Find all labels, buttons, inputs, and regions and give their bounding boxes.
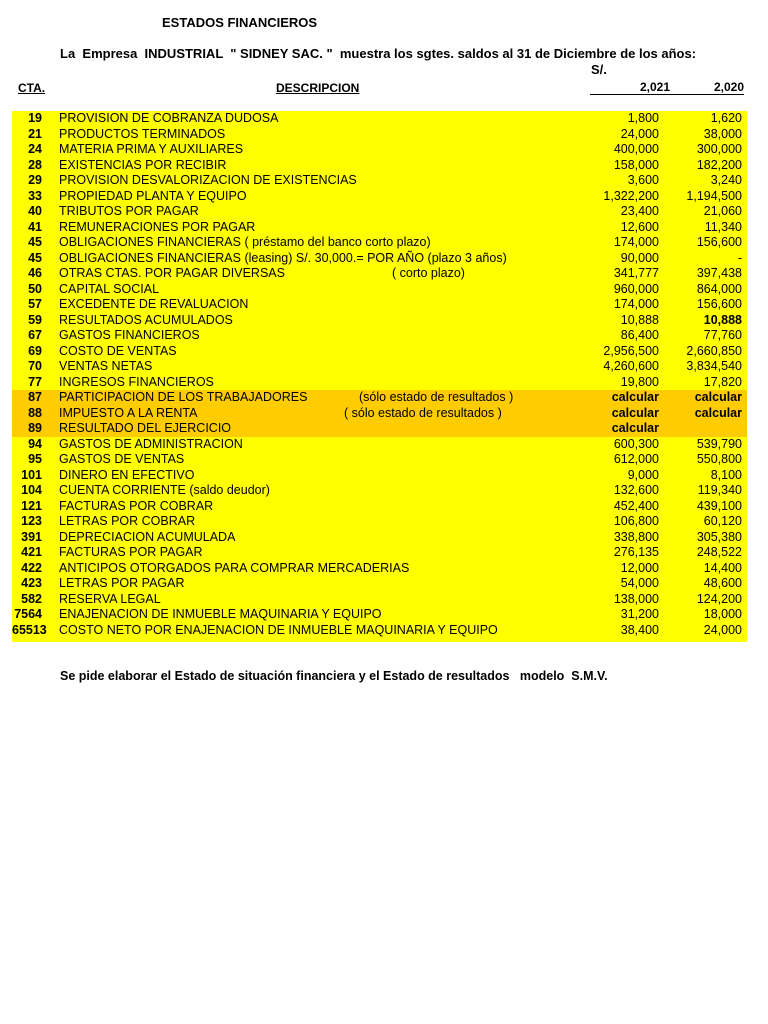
account-code: 67 (28, 328, 42, 342)
value-2021: 10,888 (620, 312, 659, 327)
table-row (12, 452, 747, 468)
column-header-description: DESCRIPCION (276, 81, 360, 95)
value-2020: 156,600 (696, 235, 742, 249)
account-description: FACTURAS POR COBRAR (59, 498, 214, 513)
account-code: 121 (21, 498, 42, 513)
value-2020: 11,340 (704, 219, 742, 234)
accounts-table (12, 111, 747, 642)
table-row (12, 251, 747, 267)
table-row (12, 576, 747, 592)
table-row (12, 468, 747, 484)
value-2021: 2,956,500 (603, 343, 659, 358)
account-code: 94 (28, 436, 42, 451)
value-2021: 31,200 (620, 607, 659, 621)
value-2020: 3,834,540 (686, 359, 742, 373)
account-description: COSTO DE VENTAS (59, 343, 177, 358)
value-2020: 305,380 (696, 529, 742, 544)
account-note: ( corto plazo) (392, 266, 465, 280)
account-code: 40 (28, 204, 42, 218)
value-2020: 10,888 (703, 312, 742, 327)
value-2020: 3,240 (710, 173, 742, 187)
table-row (12, 173, 747, 189)
value-2021: 19,800 (620, 374, 659, 389)
document-intro: La Empresa INDUSTRIAL " SIDNEY SAC. " muestra los sgtes. saldos al 31 de Diciembre de los años: (60, 46, 697, 61)
table-row (12, 375, 747, 391)
account-code: 19 (28, 111, 42, 125)
table-row (12, 204, 747, 220)
account-description: RESULTADOS ACUMULADOS (59, 312, 233, 327)
account-description: DINERO EN EFECTIVO (59, 467, 195, 482)
value-2020: 248,522 (696, 545, 742, 559)
account-description: PROVISION DESVALORIZACION DE EXISTENCIAS (59, 173, 357, 187)
value-2021: 12,600 (620, 219, 659, 234)
value-2021: 12,000 (620, 560, 659, 575)
value-2021: 276,135 (613, 545, 659, 559)
account-description: RESERVA LEGAL (59, 591, 161, 606)
value-2020: 1,620 (710, 111, 742, 125)
account-description: ENAJENACION DE INMUEBLE MAQUINARIA Y EQUIPO (59, 607, 382, 621)
value-2020: 124,200 (696, 591, 742, 606)
table-row (12, 282, 747, 298)
value-2020: 1,194,500 (686, 188, 742, 203)
value-2021: 106,800 (613, 514, 659, 528)
account-code: 50 (28, 281, 42, 296)
value-2021: 9,000 (627, 467, 659, 482)
table-row (12, 530, 747, 546)
table-row (12, 607, 747, 623)
account-code: 33 (28, 188, 42, 203)
value-2020: 21,060 (703, 204, 742, 218)
account-description: REMUNERACIONES POR PAGAR (59, 219, 256, 234)
currency-label: S/. (591, 62, 607, 77)
account-description: MATERIA PRIMA Y AUXILIARES (59, 142, 244, 156)
account-code: 582 (21, 591, 42, 606)
table-row (12, 220, 747, 236)
account-code: 95 (28, 452, 42, 466)
account-code: 422 (21, 560, 42, 575)
column-header-year-2020: 2,020 (668, 81, 744, 95)
account-code: 423 (21, 576, 42, 590)
account-code: 65513 (12, 622, 47, 637)
account-code: 28 (28, 157, 42, 172)
account-code: 29 (28, 173, 42, 187)
value-2021: 38,400 (620, 622, 659, 637)
table-row (12, 406, 747, 422)
value-2020: calcular (694, 390, 742, 404)
table-row (12, 437, 747, 453)
account-code: 59 (28, 312, 42, 327)
account-description: CAPITAL SOCIAL (59, 281, 160, 296)
account-code: 88 (28, 405, 42, 420)
table-row (12, 127, 747, 143)
account-description: IMPUESTO A LA RENTA (59, 405, 198, 420)
account-code: 69 (28, 343, 42, 358)
value-2021: 1,322,200 (603, 188, 659, 203)
document-title: ESTADOS FINANCIEROS (162, 15, 318, 30)
account-description: GASTOS DE ADMINISTRACION (59, 436, 243, 451)
account-description: LETRAS POR COBRAR (59, 514, 196, 528)
footer-instruction: Se pide elaborar el Estado de situación financiera y el Estado de resultados modelo S.M.V. (60, 669, 608, 683)
account-description: PRODUCTOS TERMINADOS (59, 126, 226, 141)
table-row (12, 592, 747, 608)
table-row (12, 158, 747, 174)
value-2021: calcular (611, 405, 659, 420)
value-2021: 24,000 (620, 126, 659, 141)
table-row (12, 111, 747, 127)
value-2020: 60,120 (703, 514, 742, 528)
value-2020: 48,600 (703, 576, 742, 590)
table-row (12, 483, 747, 499)
table-row (12, 344, 747, 360)
account-description: EXCEDENTE DE REVALUACION (59, 297, 249, 311)
value-2020: 397,438 (696, 266, 742, 280)
value-2021: 452,400 (613, 498, 659, 513)
account-description: OTRAS CTAS. POR PAGAR DIVERSAS (59, 266, 285, 280)
table-row (12, 545, 747, 561)
table-row (12, 266, 747, 282)
value-2021: 132,600 (613, 483, 659, 497)
value-2021: 54,000 (620, 576, 659, 590)
account-code: 24 (28, 142, 42, 156)
value-2021: 4,260,600 (603, 359, 659, 373)
account-description: VENTAS NETAS (59, 359, 153, 373)
value-2020: 18,000 (703, 607, 742, 621)
value-2020: 38,000 (703, 126, 742, 141)
account-description: INGRESOS FINANCIEROS (59, 374, 214, 389)
account-code: 391 (21, 529, 42, 544)
value-2020: 17,820 (703, 374, 742, 389)
account-note: ( sólo estado de resultados ) (344, 405, 502, 420)
account-code: 41 (28, 219, 42, 234)
value-2020: 156,600 (696, 297, 742, 311)
value-2020: 550,800 (696, 452, 742, 466)
value-2021: 960,000 (613, 281, 659, 296)
value-2021: 400,000 (613, 142, 659, 156)
account-description: EXISTENCIAS POR RECIBIR (59, 157, 227, 172)
account-code: 421 (21, 545, 42, 559)
value-2021: calcular (611, 421, 659, 435)
account-description: CUENTA CORRIENTE (saldo deudor) (59, 483, 270, 497)
value-2021: 600,300 (613, 436, 659, 451)
account-description: ANTICIPOS OTORGADOS PARA COMPRAR MERCADERIAS (59, 560, 410, 575)
account-description: PROVISION DE COBRANZA DUDOSA (59, 111, 279, 125)
table-row (12, 235, 747, 251)
table-row (12, 142, 747, 158)
value-2020: 439,100 (696, 498, 742, 513)
table-row (12, 313, 747, 329)
account-description: PARTICIPACION DE LOS TRABAJADORES (59, 390, 308, 404)
value-2020: 539,790 (696, 436, 742, 451)
value-2020: 8,100 (710, 467, 742, 482)
account-note: (sólo estado de resultados ) (359, 390, 514, 404)
account-description: GASTOS DE VENTAS (59, 452, 185, 466)
column-header-year-2021: 2,021 (590, 81, 670, 95)
account-description: COSTO NETO POR ENAJENACION DE INMUEBLE MAQUINARIA Y EQUIPO (59, 622, 498, 637)
account-description: TRIBUTOS POR PAGAR (59, 204, 199, 218)
account-code: 101 (21, 467, 42, 482)
account-code: 87 (28, 390, 42, 404)
account-description: GASTOS FINANCIEROS (59, 328, 200, 342)
value-2021: 158,000 (613, 157, 659, 172)
table-row (12, 328, 747, 344)
value-2021: calcular (611, 390, 659, 404)
value-2020: 14,400 (703, 560, 742, 575)
value-2020: - (737, 250, 742, 265)
table-row (12, 359, 747, 375)
value-2021: 174,000 (613, 297, 659, 311)
value-2020: 24,000 (703, 622, 742, 637)
value-2020: calcular (694, 405, 742, 420)
table-row (12, 623, 747, 639)
account-code: 7564 (14, 607, 42, 621)
account-description: OBLIGACIONES FINANCIERAS (leasing) S/. 30,000.= POR AÑO (plazo 3 años) (59, 250, 507, 265)
account-code: 89 (28, 421, 42, 435)
account-code: 46 (28, 266, 42, 280)
table-row (12, 297, 747, 313)
table-row (12, 421, 747, 437)
account-code: 57 (28, 297, 42, 311)
table-row (12, 561, 747, 577)
value-2021: 1,800 (627, 111, 659, 125)
account-description: OBLIGACIONES FINANCIERAS ( préstamo del banco corto plazo) (59, 235, 431, 249)
value-2020: 77,760 (703, 328, 742, 342)
table-row (12, 514, 747, 530)
value-2021: 23,400 (620, 204, 659, 218)
account-code: 77 (28, 374, 42, 389)
account-code: 104 (21, 483, 42, 497)
account-code: 70 (28, 359, 42, 373)
account-code: 21 (28, 126, 42, 141)
account-code: 45 (28, 235, 42, 249)
value-2021: 3,600 (627, 173, 659, 187)
value-2021: 86,400 (620, 328, 659, 342)
table-row (12, 390, 747, 406)
account-code: 123 (21, 514, 42, 528)
value-2020: 2,660,850 (686, 343, 742, 358)
value-2020: 182,200 (696, 157, 742, 172)
account-description: PROPIEDAD PLANTA Y EQUIPO (59, 188, 247, 203)
value-2021: 90,000 (620, 250, 659, 265)
column-header-cta: CTA. (18, 81, 46, 95)
value-2020: 300,000 (696, 142, 742, 156)
account-description: RESULTADO DEL EJERCICIO (59, 421, 232, 435)
value-2021: 341,777 (613, 266, 659, 280)
table-row (12, 189, 747, 205)
value-2021: 138,000 (613, 591, 659, 606)
value-2021: 174,000 (613, 235, 659, 249)
value-2021: 338,800 (613, 529, 659, 544)
account-description: FACTURAS POR PAGAR (59, 545, 203, 559)
value-2021: 612,000 (613, 452, 659, 466)
account-description: DEPRECIACION ACUMULADA (59, 529, 236, 544)
table-row (12, 499, 747, 515)
account-code: 45 (28, 250, 42, 265)
account-description: LETRAS POR PAGAR (59, 576, 185, 590)
value-2020: 119,340 (697, 483, 742, 497)
value-2020: 864,000 (696, 281, 742, 296)
